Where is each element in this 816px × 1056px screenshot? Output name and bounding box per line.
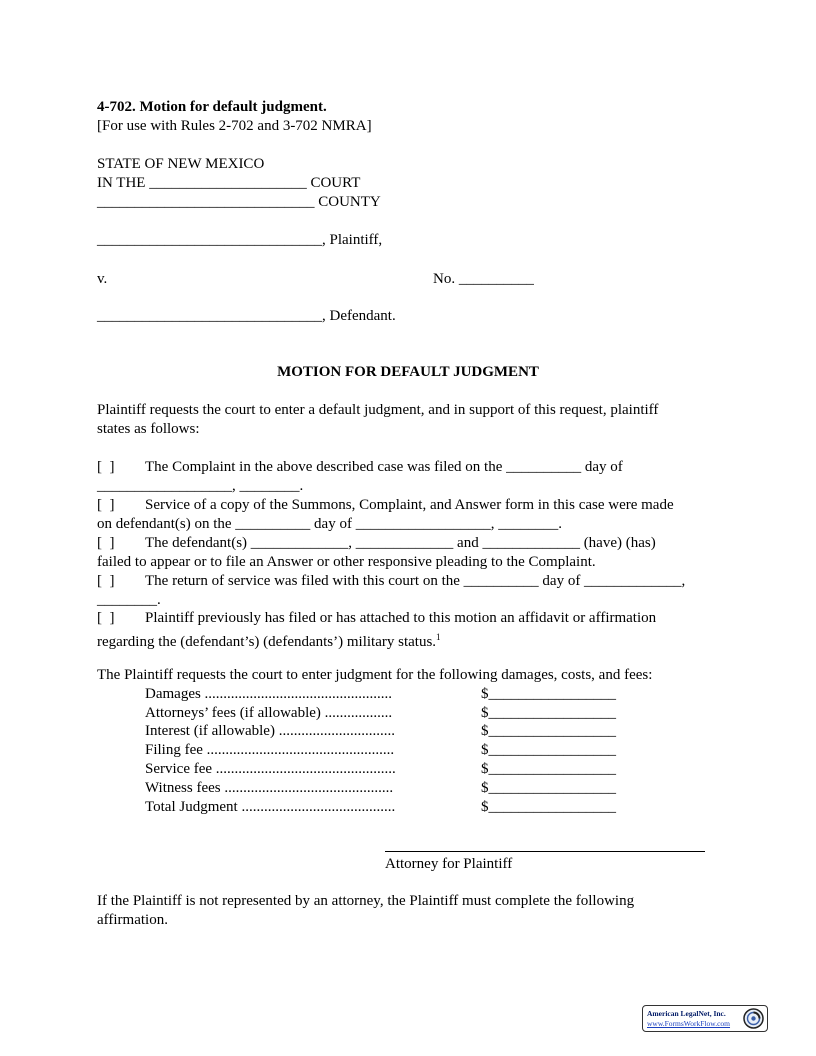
interest-amount: $_________________	[481, 723, 616, 739]
total-judgment-label: Total Judgment .........................................	[145, 799, 396, 815]
item4-checkbox[interactable]: [ ]	[97, 573, 115, 589]
logo-url[interactable]: www.FormsWorkFlow.com	[647, 1019, 731, 1028]
item2-checkbox[interactable]: [ ]	[97, 497, 115, 513]
item1-checkbox[interactable]: [ ]	[97, 459, 115, 475]
item2-text-b: on defendant(s) on the __________ day of __________________, ________.	[97, 516, 562, 532]
item4-text-a: The return of service was filed with this court on the __________ day of _____________,	[145, 573, 686, 589]
filing-fee-label: Filing fee ..................................................	[145, 742, 395, 758]
interest-label: Interest (if allowable) ...............................	[145, 723, 395, 739]
item2-text-a: Service of a copy of the Summons, Complaint, and Answer form in this case were made	[145, 497, 674, 513]
caption-case-number: No. __________	[433, 271, 534, 287]
item3-text-b: failed to appear or to file an Answer or other responsive pleading to the Complaint.	[97, 554, 596, 570]
motion-intro-line-1: Plaintiff requests the court to enter a default judgment, and in support of this request, plaintiff	[97, 402, 659, 418]
filing-fee-amount: $_________________	[481, 742, 616, 758]
witness-fees-amount: $_________________	[481, 780, 616, 796]
caption-defendant-line: ______________________________, Defendant.	[97, 308, 396, 324]
footer-line-1: If the Plaintiff is not represented by an attorney, the Plaintiff must complete the following	[97, 893, 635, 909]
item5-checkbox[interactable]: [ ]	[97, 610, 115, 626]
total-judgment-amount: $_________________	[481, 799, 616, 815]
footnote-mark: 1	[436, 632, 441, 642]
item3-text-a: The defendant(s) _____________, _____________ and _____________ (have) (has)	[145, 535, 656, 551]
item1-text-a: The Complaint in the above described case was filed on the __________ day of	[145, 459, 623, 475]
item1-text-b: __________________, ________.	[97, 478, 304, 494]
caption-versus: v.	[97, 271, 108, 287]
motion-heading: MOTION FOR DEFAULT JUDGMENT	[277, 364, 539, 380]
globe-icon	[743, 1008, 764, 1029]
damages-intro: The Plaintiff requests the court to enter judgment for the following damages, costs, and fees:	[97, 667, 653, 683]
form-title: 4-702. Motion for default judgment.	[97, 99, 327, 115]
form-subtitle: [For use with Rules 2-702 and 3-702 NMRA]	[97, 118, 372, 134]
item5-text-b	[97, 628, 441, 651]
service-fee-label: Service fee ................................................	[145, 761, 396, 777]
damages-amount: $_________________	[481, 686, 616, 702]
caption-court-line: IN THE _____________________ COURT	[97, 175, 361, 191]
item3-checkbox[interactable]: [ ]	[97, 535, 115, 551]
item4-text-b: ________.	[97, 592, 161, 608]
attorneys-fees-label: Attorneys’ fees (if allowable) ..................	[145, 705, 393, 721]
motion-intro-line-2: states as follows:	[97, 421, 200, 437]
item5-text-b-body: regarding the (defendant’s) (defendants’) military status.	[97, 634, 437, 650]
caption-state: STATE OF NEW MEXICO	[97, 156, 265, 172]
american-legalnet-logo[interactable]	[642, 1005, 768, 1032]
witness-fees-label: Witness fees .............................................	[145, 780, 394, 796]
service-fee-amount: $_________________	[481, 761, 616, 777]
item5-text-a: Plaintiff previously has filed or has attached to this motion an affidavit or affirmation	[145, 610, 657, 626]
attorneys-fees-amount: $_________________	[481, 705, 616, 721]
caption-plaintiff-line: ______________________________, Plaintiff,	[97, 232, 383, 248]
logo-name: American LegalNet, Inc.	[647, 1009, 726, 1018]
caption-county-line: _____________________________ COUNTY	[97, 194, 381, 210]
signature-line[interactable]	[385, 851, 705, 852]
footer-line-2: affirmation.	[97, 912, 168, 928]
damages-label: Damages ..................................................	[145, 686, 393, 702]
signature-label: Attorney for Plaintiff	[385, 856, 513, 872]
